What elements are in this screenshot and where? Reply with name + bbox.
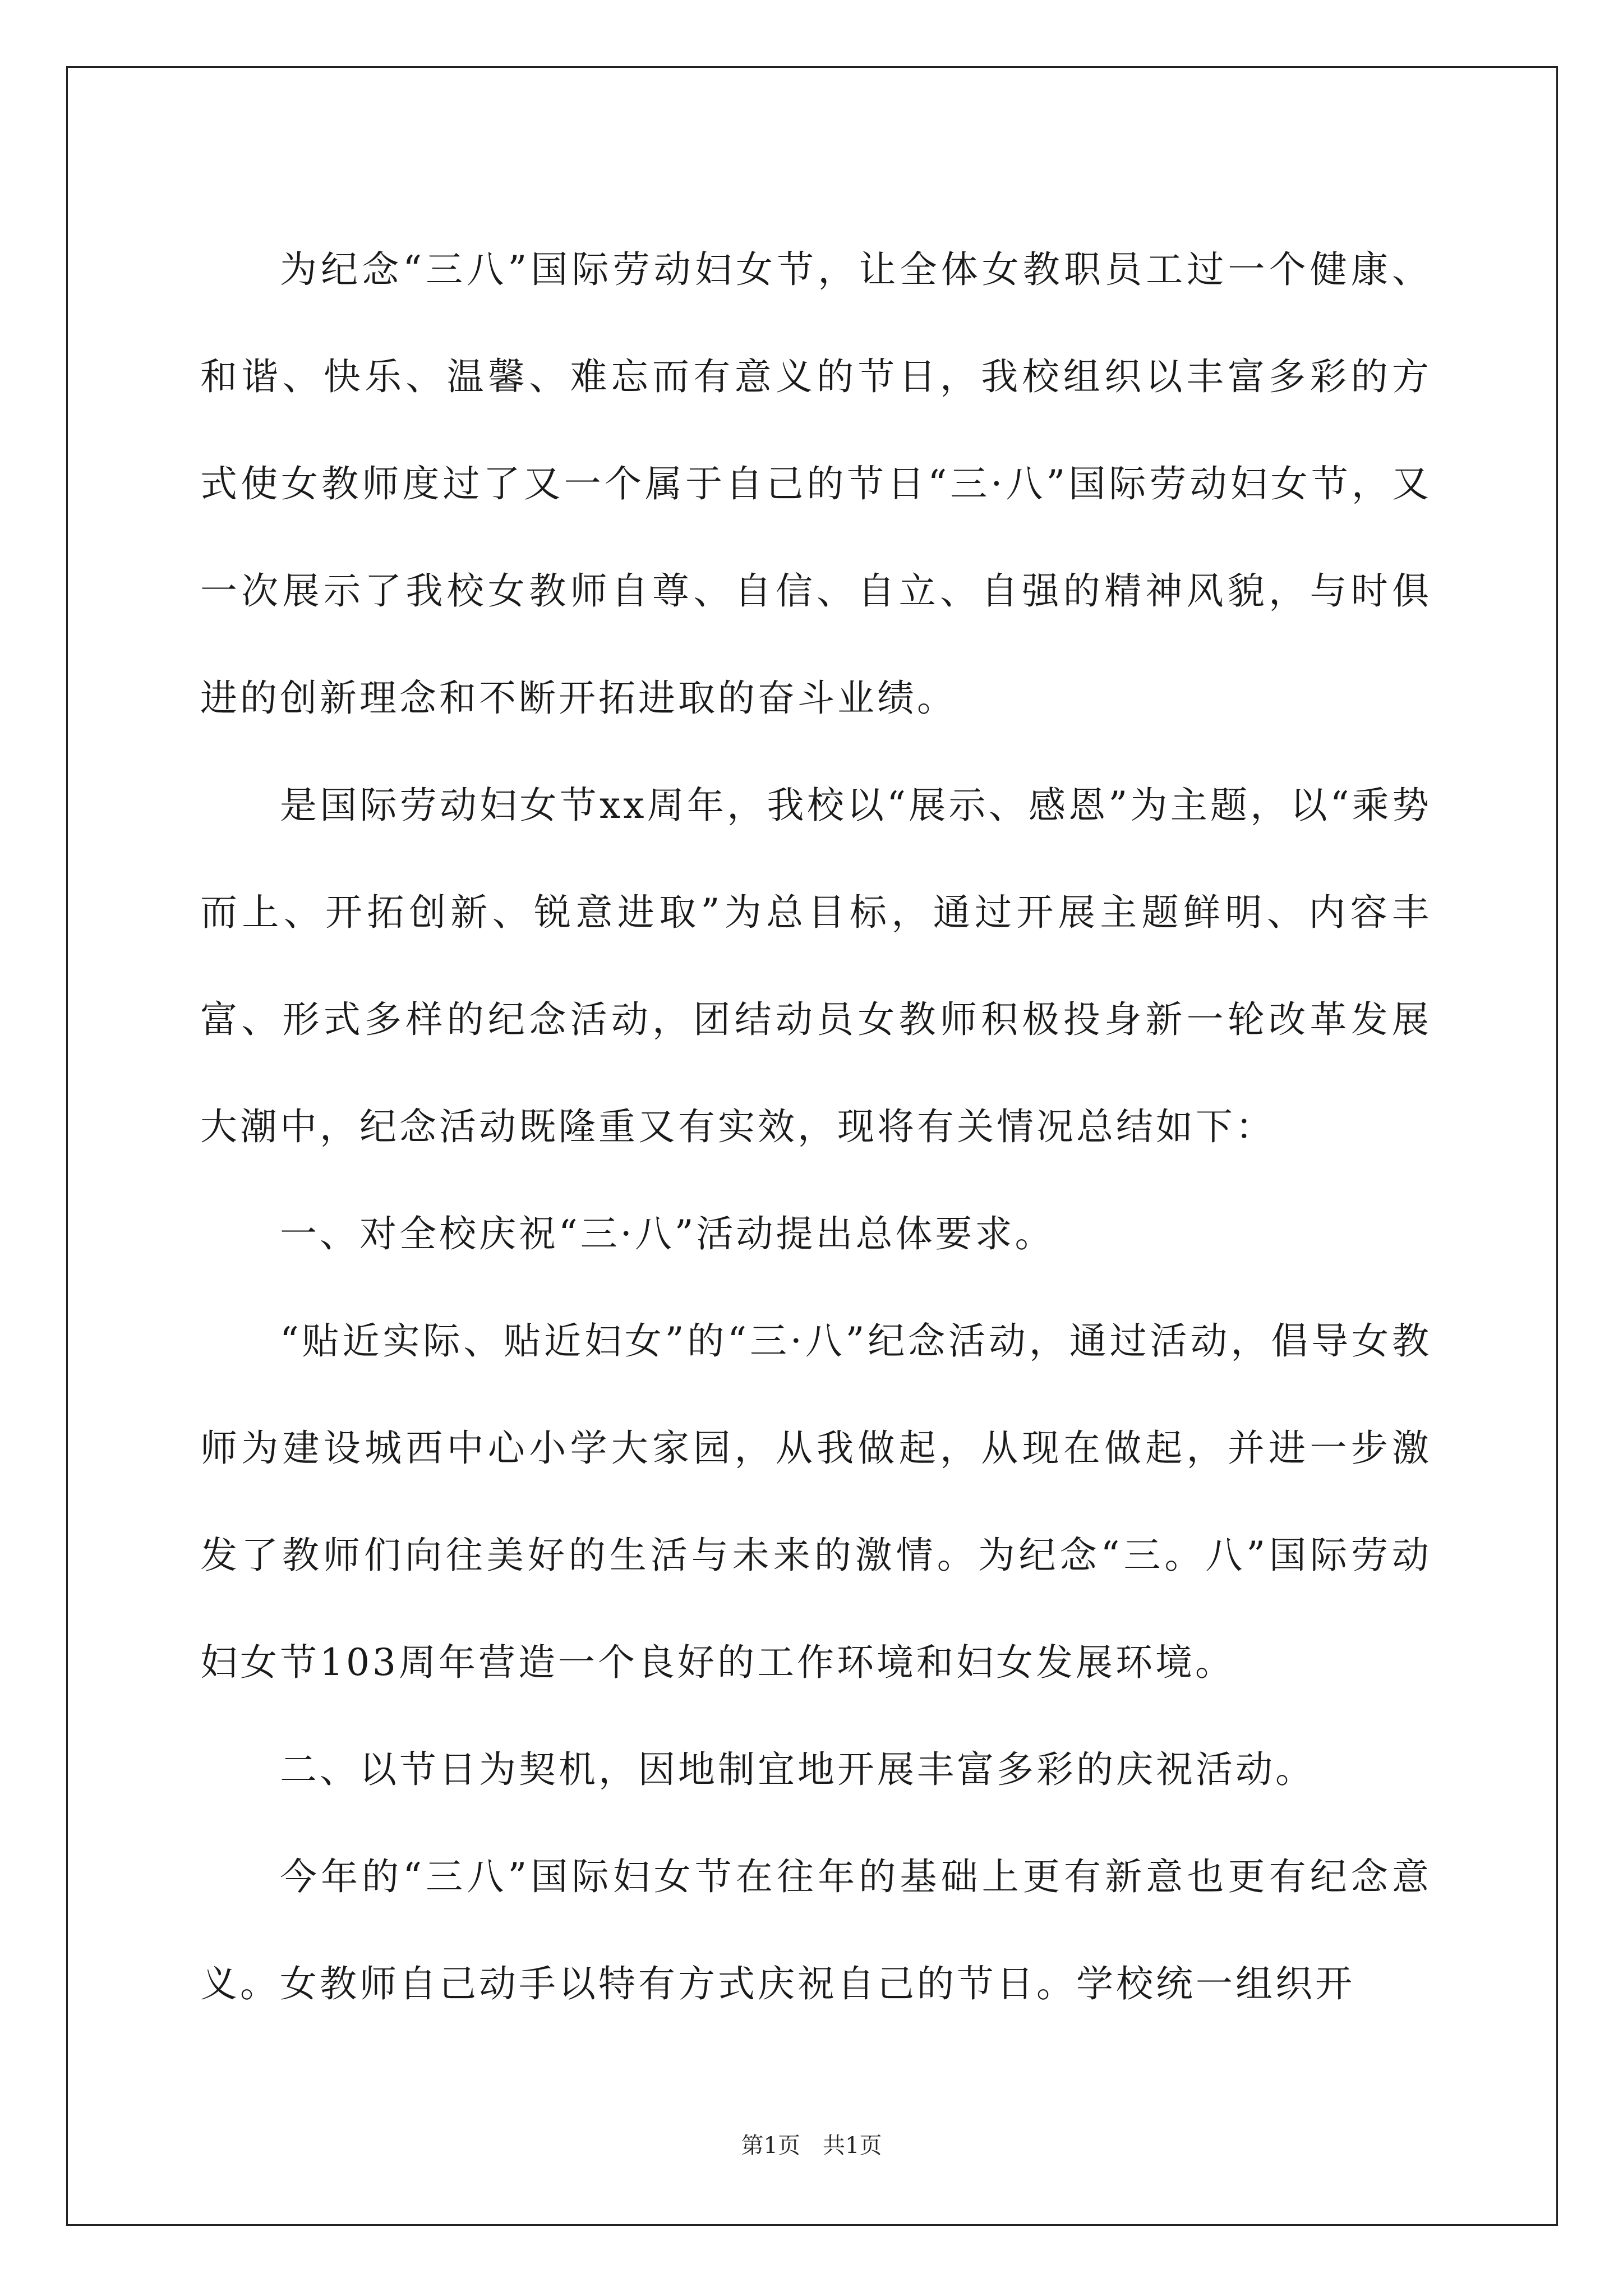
page-footer: 第1页 共1页 xyxy=(741,2133,882,2159)
paragraph-activities: 今年的“三八”国际妇女节在往年的基础上更有新意也更有纪念意义。女教师自己动手以特有方式庆祝自己的节日。学校统一组织开 xyxy=(200,1855,1432,2005)
paragraph-requirements: “贴近实际、贴近妇女”的“三·八”纪念活动，通过活动，倡导女教师为建设城西中心小学大家园，从我做起，从现在做起，并进一步激发了教师们向往美好的生活与未来的激情。为纪念“三。八”国际劳动妇女节103周年营造一个良好的工作环境和妇女发展环境。 xyxy=(200,1319,1432,1684)
paragraph-intro: 为纪念“三八”国际劳动妇女节，让全体女教职员工过一个健康、和谐、快乐、温馨、难忘而有意义的节日，我校组织以丰富多彩的方式使女教师度过了又一个属于自己的节日“三·八”国际劳动妇女节，又一次展示了我校女教师自尊、自信、自立、自强的精神风貌，与时俱进的创新理念和不断开拓进取的奋斗业绩。 xyxy=(200,248,1432,720)
section-heading-1: 一、对全校庆祝“三·八”活动提出总体要求。 xyxy=(280,1212,1055,1255)
section-heading-2: 二、以节日为契机，因地制宜地开展丰富多彩的庆祝活动。 xyxy=(280,1748,1315,1791)
document-body xyxy=(200,216,1432,2037)
paragraph-anniversary: 是国际劳动妇女节xx周年，我校以“展示、感恩”为主题，以“乘势而上、开拓创新、锐意进取”为总目标，通过开展主题鲜明、内容丰富、形式多样的纪念活动，团结动员女教师积极投身新一轮改革发展大潮中，纪念活动既隆重又有实效，现将有关情况总结如下： xyxy=(200,784,1432,1148)
